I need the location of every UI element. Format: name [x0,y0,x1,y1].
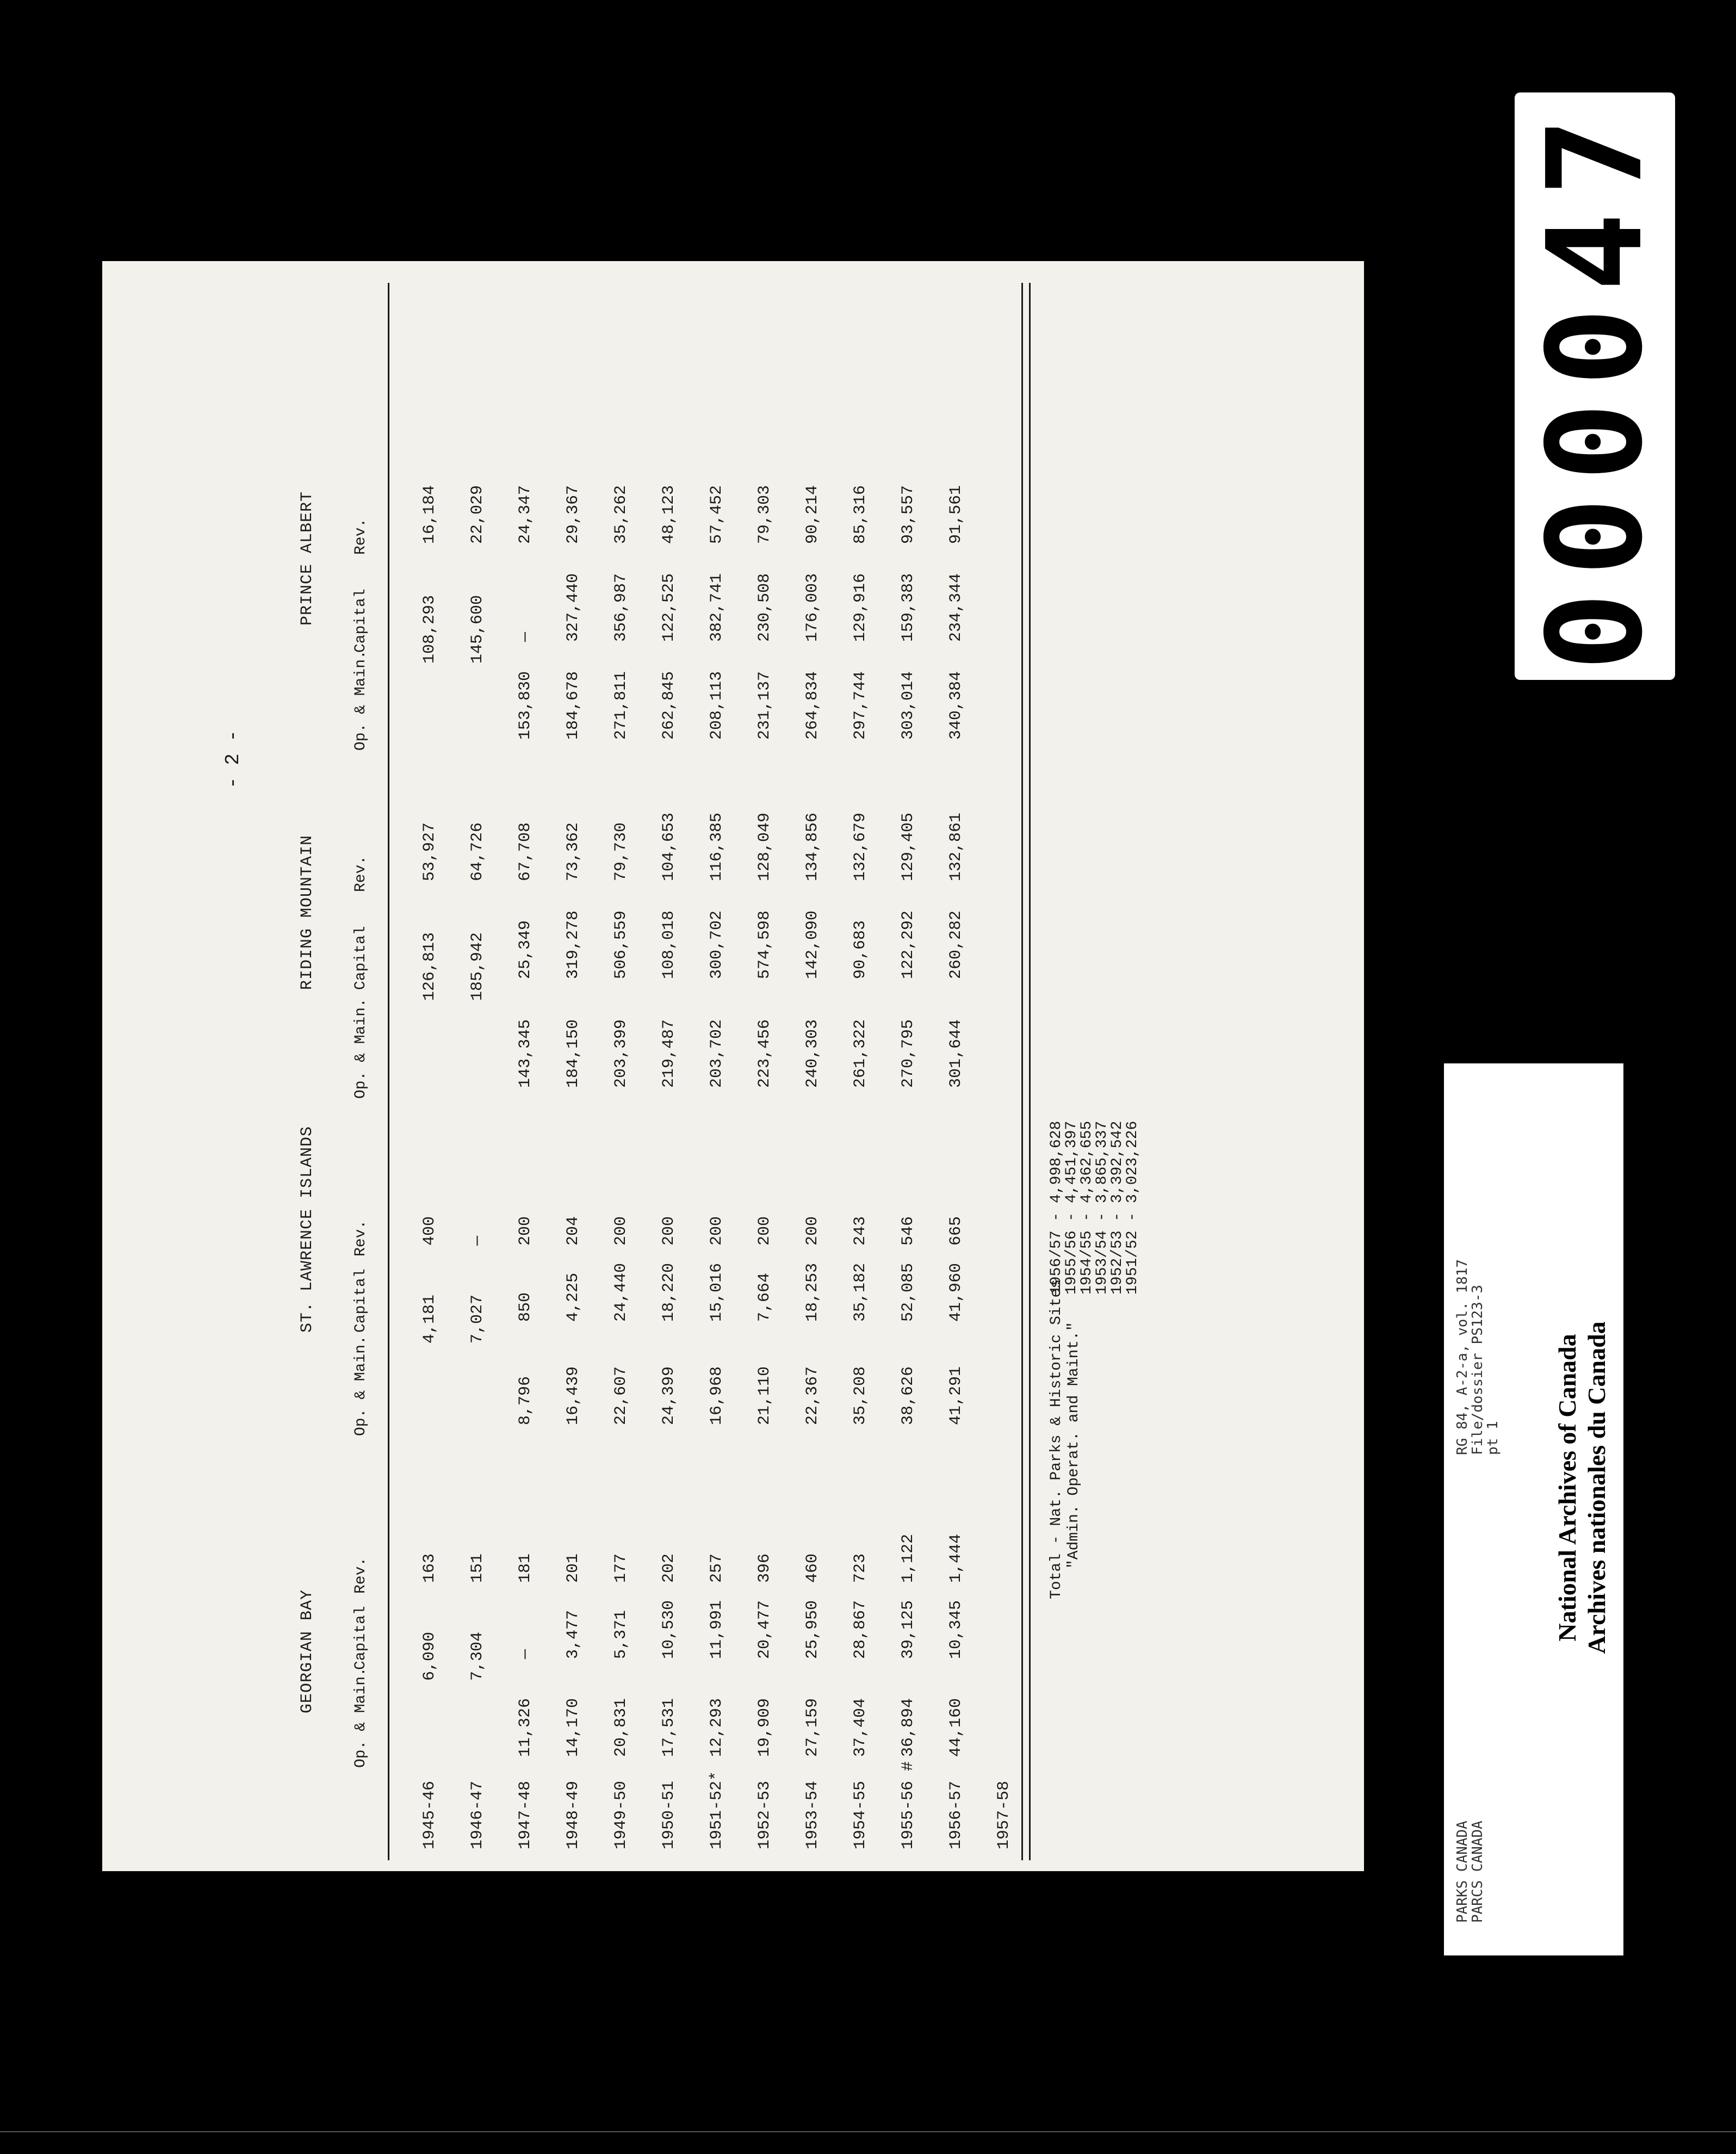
table-cell: 4,225 [564,1272,582,1322]
table-cell: 11,326 [516,1698,535,1757]
table-cell: 201 [564,1553,582,1583]
table-cell: 4,181 [420,1294,439,1344]
table-cell: 356,987 [612,573,630,642]
table-cell: 145,600 [468,595,487,664]
column-header: Rev. [352,518,369,555]
table-cell: 52,085 [899,1262,917,1322]
parks-canada-reference [1455,1063,1531,1923]
table-cell: 90,214 [803,485,822,544]
document-sheet [102,261,1364,1871]
table-cell: 261,322 [851,1019,870,1088]
table-cell: 44,160 [947,1698,965,1757]
table-cell: 574,598 [755,910,774,979]
table-cell: 85,316 [851,485,870,544]
archive-label-content [1444,1063,1623,1955]
table-cell: 400 [420,1216,439,1246]
table-cell: 185,942 [468,932,487,1001]
table-cell: 18,220 [660,1262,678,1322]
table-cell: 29,367 [564,485,582,544]
table-cell: 91,561 [947,485,965,544]
table-cell: — [516,632,535,642]
table-cell: 24,399 [660,1366,678,1425]
table-cell: 22,029 [468,485,487,544]
table-cell: 134,856 [803,812,822,881]
table-cell: 7,304 [468,1631,487,1681]
column-header: Capital [352,926,369,990]
table-cell: 10,530 [660,1600,678,1659]
row-year: 1952-53 [755,1780,774,1849]
table-cell: 234,344 [947,573,965,642]
table-cell: 21,110 [755,1366,774,1425]
ref-line-3: pt 1 [1485,1421,1501,1455]
table-cell: 116,385 [708,812,726,881]
table-cell: 41,960 [947,1262,965,1322]
table-cell: 271,811 [612,671,630,740]
table-cell: 19,909 [755,1698,774,1757]
column-header: Op. & Main. [352,998,369,1099]
table-cell: 122,292 [899,910,917,979]
table-cell: 20,831 [612,1698,630,1757]
table-cell: 64,726 [468,822,487,881]
table-cell: 208,113 [708,671,726,740]
bottom-divider [0,2131,1736,2132]
column-header: Rev. [352,855,369,892]
table-cell: 38,626 [899,1366,917,1425]
table-cell: 79,730 [612,822,630,881]
row-year: 1951-52* [708,1771,726,1849]
ref-line-2: File/dossier PS123-3 [1470,1284,1486,1455]
table-cell: 15,016 [708,1262,726,1322]
totals-entry: 1952/53 - 3,392,542 [1109,1121,1126,1295]
park-header: GEORGIAN BAY [298,1589,317,1713]
table-cell: 184,678 [564,671,582,740]
park-header: PRINCE ALBERT [298,491,317,626]
header-rule [388,283,389,1860]
table-cell: 264,834 [803,671,822,740]
table-cell: 24,440 [612,1262,630,1322]
table-cell: 546 [899,1216,917,1246]
table-cell: 73,362 [564,822,582,881]
table-cell: 35,208 [851,1366,870,1425]
table-cell: 93,557 [899,485,917,544]
table-cell: 10,345 [947,1600,965,1659]
table-cell: 11,991 [708,1600,726,1659]
table-cell: 297,744 [851,671,870,740]
totals-entry: 1954/55 - 4,362,655 [1078,1121,1095,1295]
column-header: Rev. [352,1220,369,1256]
table-cell: 200 [660,1216,678,1246]
table-cell: 300,702 [708,910,726,979]
table-cell: 90,683 [851,920,870,979]
table-cell: 122,525 [660,573,678,642]
row-year: 1949-50 [612,1780,630,1849]
parks-en: PARKS CANADA [1454,1821,1471,1923]
table-cell: 25,349 [516,920,535,979]
table-cell: 37,404 [851,1698,870,1757]
column-header: Op. & Main. [352,1667,369,1768]
table-cell: 12,293 [708,1698,726,1757]
table-cell: 28,867 [851,1600,870,1659]
frame-number-stamp [1515,92,1675,680]
archive-label [1444,1063,1623,1955]
table-cell: 850 [516,1292,535,1322]
row-year: 1956-57 [947,1780,965,1849]
table-cell: 16,184 [420,485,439,544]
row-year: 1945-46 [420,1780,439,1849]
table-cell: 22,607 [612,1366,630,1425]
table-cell: 340,384 [947,671,965,740]
table-cell: 104,653 [660,812,678,881]
archives-fr: Archives nationales du Canada [1583,1321,1610,1654]
page-number: - 2 - [222,729,244,789]
table-cell: 16,968 [708,1366,726,1425]
table-cell: 3,477 [564,1610,582,1659]
table-cell: 132,861 [947,812,965,881]
table-cell: 200 [708,1216,726,1246]
table-cell: 126,813 [420,932,439,1001]
table-cell: 27,159 [803,1698,822,1757]
ref-line-1: RG 84, A-2-a, vol. 1817 [1454,1259,1471,1455]
table-cell: 151 [468,1553,487,1583]
totals-entry: 1955/56 - 4,451,397 [1063,1121,1080,1295]
stamp-number: 000047 [1518,101,1671,671]
table-cell: 200 [803,1216,822,1246]
table-cell: 200 [516,1216,535,1246]
table-cell: 257 [708,1553,726,1583]
table-cell: 14,170 [564,1698,582,1757]
table-cell: 39,125 [899,1600,917,1659]
archives-name [1553,1063,1611,1923]
table-cell: 260,282 [947,910,965,979]
table-cell: 67,708 [516,822,535,881]
table-cell: 132,679 [851,812,870,881]
table-cell: 506,559 [612,910,630,979]
table-cell: 240,303 [803,1019,822,1088]
table-cell: 35,182 [851,1262,870,1322]
table-cell: 129,405 [899,812,917,881]
table-cell: 41,291 [947,1366,965,1425]
table-cell: 7,027 [468,1294,487,1344]
table-cell: 231,137 [755,671,774,740]
table-cell: 262,845 [660,671,678,740]
table-cell: 176,003 [803,573,822,642]
row-year: 1955-56 # [899,1761,917,1849]
table-cell: 17,531 [660,1698,678,1757]
totals-subtitle: "Admin. Operat. and Maint." [1065,1322,1082,1569]
table-cell: 200 [755,1216,774,1246]
table-cell: 57,452 [708,485,726,544]
table-cell: 20,477 [755,1600,774,1659]
table-bottom-rule [1021,283,1023,1860]
row-year: 1954-55 [851,1780,870,1849]
table-cell: 159,383 [899,573,917,642]
table-cell: 319,278 [564,910,582,979]
column-header: Capital [352,1606,369,1670]
table-cell: 270,795 [899,1019,917,1088]
table-cell: 460 [803,1553,822,1583]
archives-en: National Archives of Canada [1553,1334,1581,1642]
column-header: Op. & Main. [352,1335,369,1436]
table-cell: 1,122 [899,1533,917,1583]
row-year: 1947-48 [516,1780,535,1849]
table-cell: 723 [851,1553,870,1583]
table-cell: 396 [755,1553,774,1583]
table-cell: 142,090 [803,910,822,979]
column-header: Op. & Main. [352,650,369,751]
table-cell: 25,950 [803,1600,822,1659]
table-cell: — [516,1649,535,1659]
table-cell: 177 [612,1553,630,1583]
table-cell: 243 [851,1216,870,1246]
table-cell: 223,456 [755,1019,774,1088]
row-year: 1950-51 [660,1780,678,1849]
parks-fr: PARCS CANADA [1470,1821,1486,1923]
table-cell: 108,293 [420,595,439,664]
table-cell: 153,830 [516,671,535,740]
table-cell: 22,367 [803,1366,822,1425]
table-cell: 108,018 [660,910,678,979]
table-cell: 128,049 [755,812,774,881]
table-cell: 48,123 [660,485,678,544]
table-cell: 301,644 [947,1019,965,1088]
totals-entry: 1953/54 - 3,865,337 [1094,1121,1111,1295]
table-cell: 1,444 [947,1533,965,1583]
table-cell: 327,440 [564,573,582,642]
table-cell: 6,090 [420,1631,439,1681]
table-cell: 79,303 [755,485,774,544]
table-cell: 16,439 [564,1366,582,1425]
totals-entry: 1951/52 - 3,023,226 [1124,1121,1141,1295]
table-cell: 303,014 [899,671,917,740]
column-header: Capital [352,589,369,653]
row-year: 1953-54 [803,1780,822,1849]
table-cell: 203,399 [612,1019,630,1088]
table-bottom-rule [1029,283,1031,1860]
park-header: ST. LAWRENCE ISLANDS [298,1125,317,1333]
table-cell: 163 [420,1553,439,1583]
table-cell: 203,702 [708,1019,726,1088]
table-cell: 382,741 [708,573,726,642]
table-cell: 18,253 [803,1262,822,1322]
column-header: Rev. [352,1557,369,1594]
table-cell: 143,345 [516,1019,535,1088]
table-cell: 35,262 [612,485,630,544]
stamp-content [1515,92,1675,680]
park-header: RIDING MOUNTAIN [298,834,317,990]
row-year: 1948-49 [564,1780,582,1849]
table-cell: 202 [660,1553,678,1583]
table-cell: 7,664 [755,1272,774,1322]
table-cell: 53,927 [420,822,439,881]
column-header: Capital [352,1268,369,1333]
totals-title: Total - Nat. Parks & Historic Sites [1048,1279,1065,1599]
row-year: 1946-47 [468,1780,487,1849]
table-cell: 8,796 [516,1376,535,1425]
table-cell: 230,508 [755,573,774,642]
rotated-table-page [102,261,1364,1871]
table-cell: 5,371 [612,1610,630,1659]
table-cell: 129,916 [851,573,870,642]
row-year: 1957-58 [995,1780,1013,1849]
table-cell: 181 [516,1553,535,1583]
table-cell: 24,347 [516,485,535,544]
table-cell: — [468,1235,487,1246]
table-cell: 665 [947,1216,965,1246]
table-cell: 204 [564,1216,582,1246]
table-cell: 36,894 [899,1698,917,1757]
table-cell: 219,487 [660,1019,678,1088]
table-cell: 184,150 [564,1019,582,1088]
table-cell: 200 [612,1216,630,1246]
totals-entry: 1956/57 - 4,998,628 [1048,1121,1065,1295]
